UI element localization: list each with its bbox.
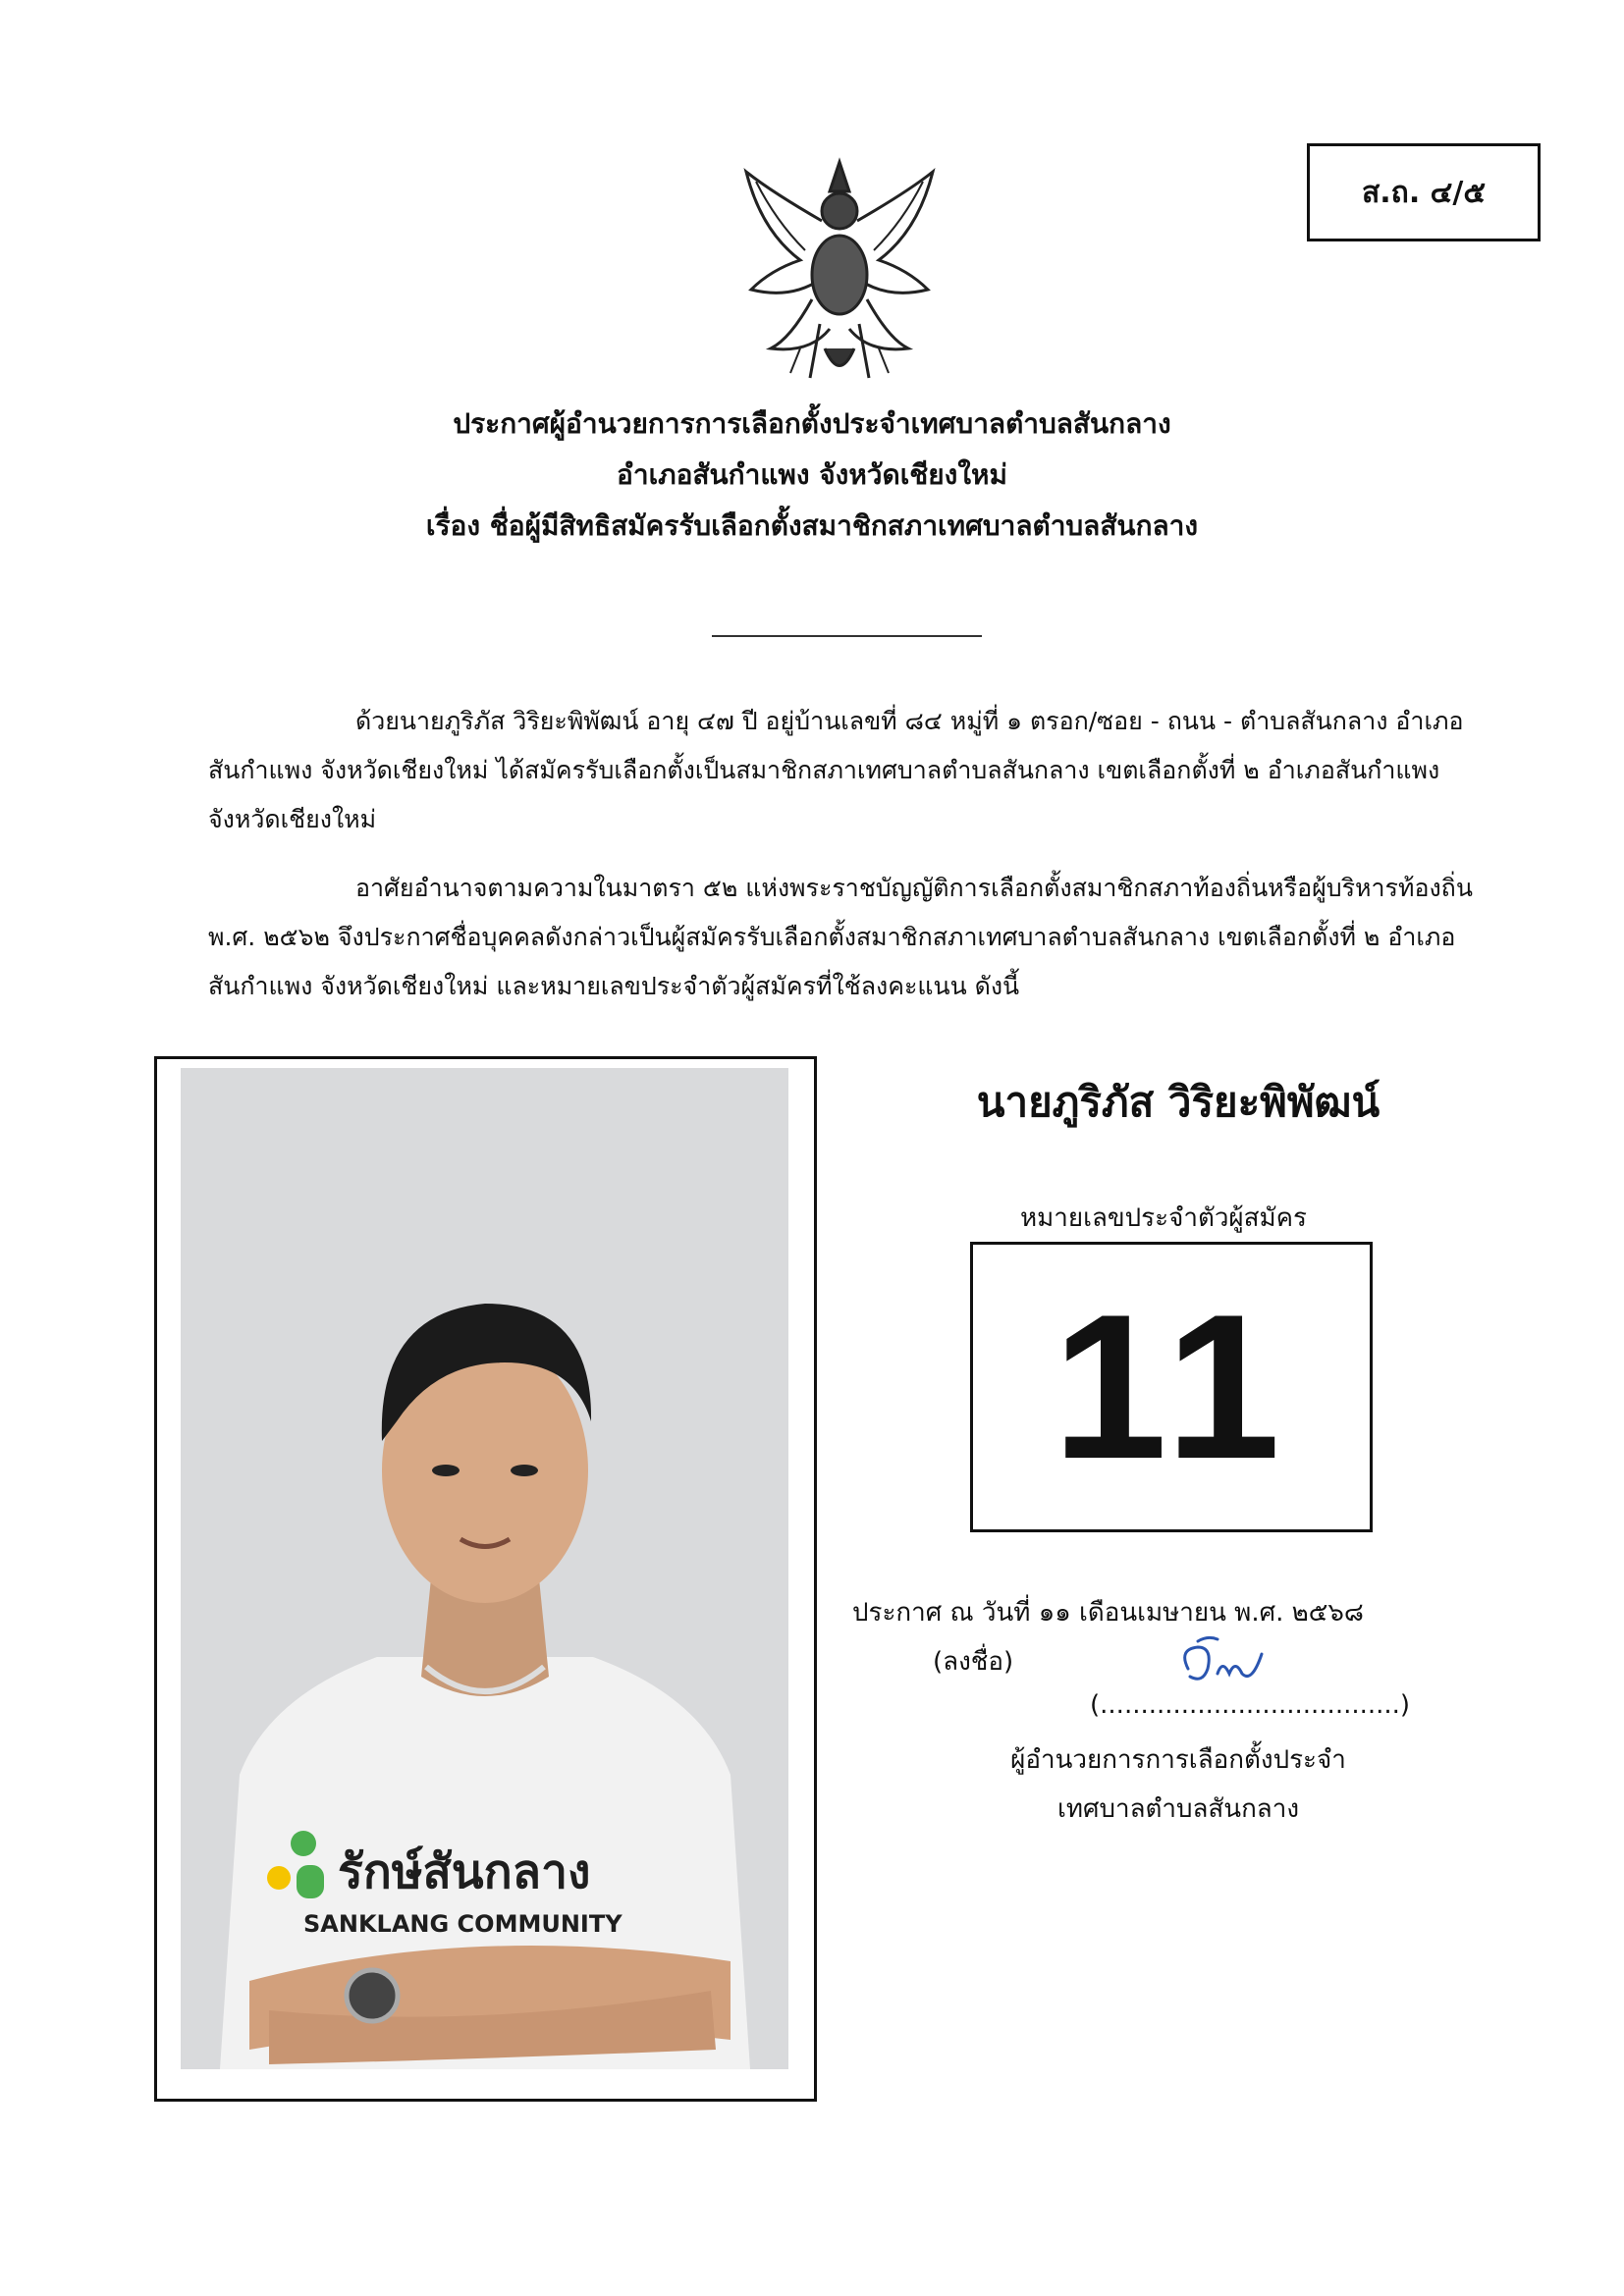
paragraph-1-text: ด้วยนายภูริภัส วิริยะพิพัฒน์ อายุ ๔๗ ปี อยู่บ้านเลขที่ ๘๔ หมู่ที่ ๑ ตรอก/ซอย - ถนน - ตำบลสันกลาง อำเภอสันกำแพง จังหวัดเชียงใหม่ ได้สมัครรับเลือกตั้งเป็นสมาชิกสภาเทศบาลตำบลสันกลาง เขตเลือกตั้งที่ ๒ อำเภอสันกำแพง จังหวัดเชียงใหม่ — [208, 707, 1464, 833]
paragraph-2-text: อาศัยอำนาจตามความในมาตรา ๕๒ แห่งพระราชบัญญัติการเลือกตั้งสมาชิกสภาท้องถิ่นหรือผู้บริหารท้องถิ่น พ.ศ. ๒๕๖๒ จึงประกาศชื่อบุคคลดังกล่าวเป็นผู้สมัครรับเลือกตั้งสมาชิกสภาเทศบาลตำบลสันกลาง เขตเลือกตั้งที่ ๒ อำเภอสันกำแพง จังหวัดเชียงใหม่ และหมายเลขประจำตัวผู้สมัครที่ใช้ลงคะแนน ดังนี้ — [208, 874, 1473, 1000]
title-line-1: ประกาศผู้อำนวยการการเลือกตั้งประจำเทศบาลตำบลสันกลาง — [453, 407, 1171, 440]
signer-title-line-2: เทศบาลตำบลสันกลาง — [1056, 1794, 1300, 1824]
candidate-photo — [181, 1068, 788, 2069]
signer-title-line-1: ผู้อำนวยการการเลือกตั้งประจำ — [1010, 1745, 1346, 1775]
signature-line: (.....................................) — [1090, 1690, 1411, 1720]
candidate-number-box — [970, 1242, 1373, 1532]
signature-icon — [1168, 1629, 1276, 1698]
shirt-logo-text: รักษ์สันกลาง — [338, 1844, 591, 1899]
candidate-name: นายภูริภัส วิริยะพิพัฒน์ — [976, 1078, 1380, 1126]
paragraph-2 — [208, 864, 1475, 1011]
divider — [712, 635, 982, 637]
paragraph-1 — [208, 697, 1475, 844]
candidate-number-label: หมายเลขประจำตัวผู้สมัคร — [1019, 1203, 1308, 1233]
subject-line: เรื่อง ชื่อผู้มีสิทธิสมัครรับเลือกตั้งสมาชิกสภาเทศบาลตำบลสันกลาง — [425, 509, 1199, 542]
signed-label: (ลงชื่อ) — [933, 1647, 1014, 1677]
shirt-logo-subtext: SANKLANG COMMUNITY — [303, 1910, 623, 1938]
form-code-box — [1307, 143, 1541, 241]
form-code-text: ส.ถ. ๔/๕ — [1361, 175, 1487, 210]
garuda-emblem-icon — [731, 152, 947, 383]
candidate-number: 11 — [1053, 1271, 1290, 1502]
announcement-date: ประกาศ ณ วันที่ ๑๑ เดือนเมษายน พ.ศ. ๒๕๖๘ — [852, 1598, 1364, 1628]
title-line-2: อำเภอสันกำแพง จังหวัดเชียงใหม่ — [617, 458, 1007, 491]
